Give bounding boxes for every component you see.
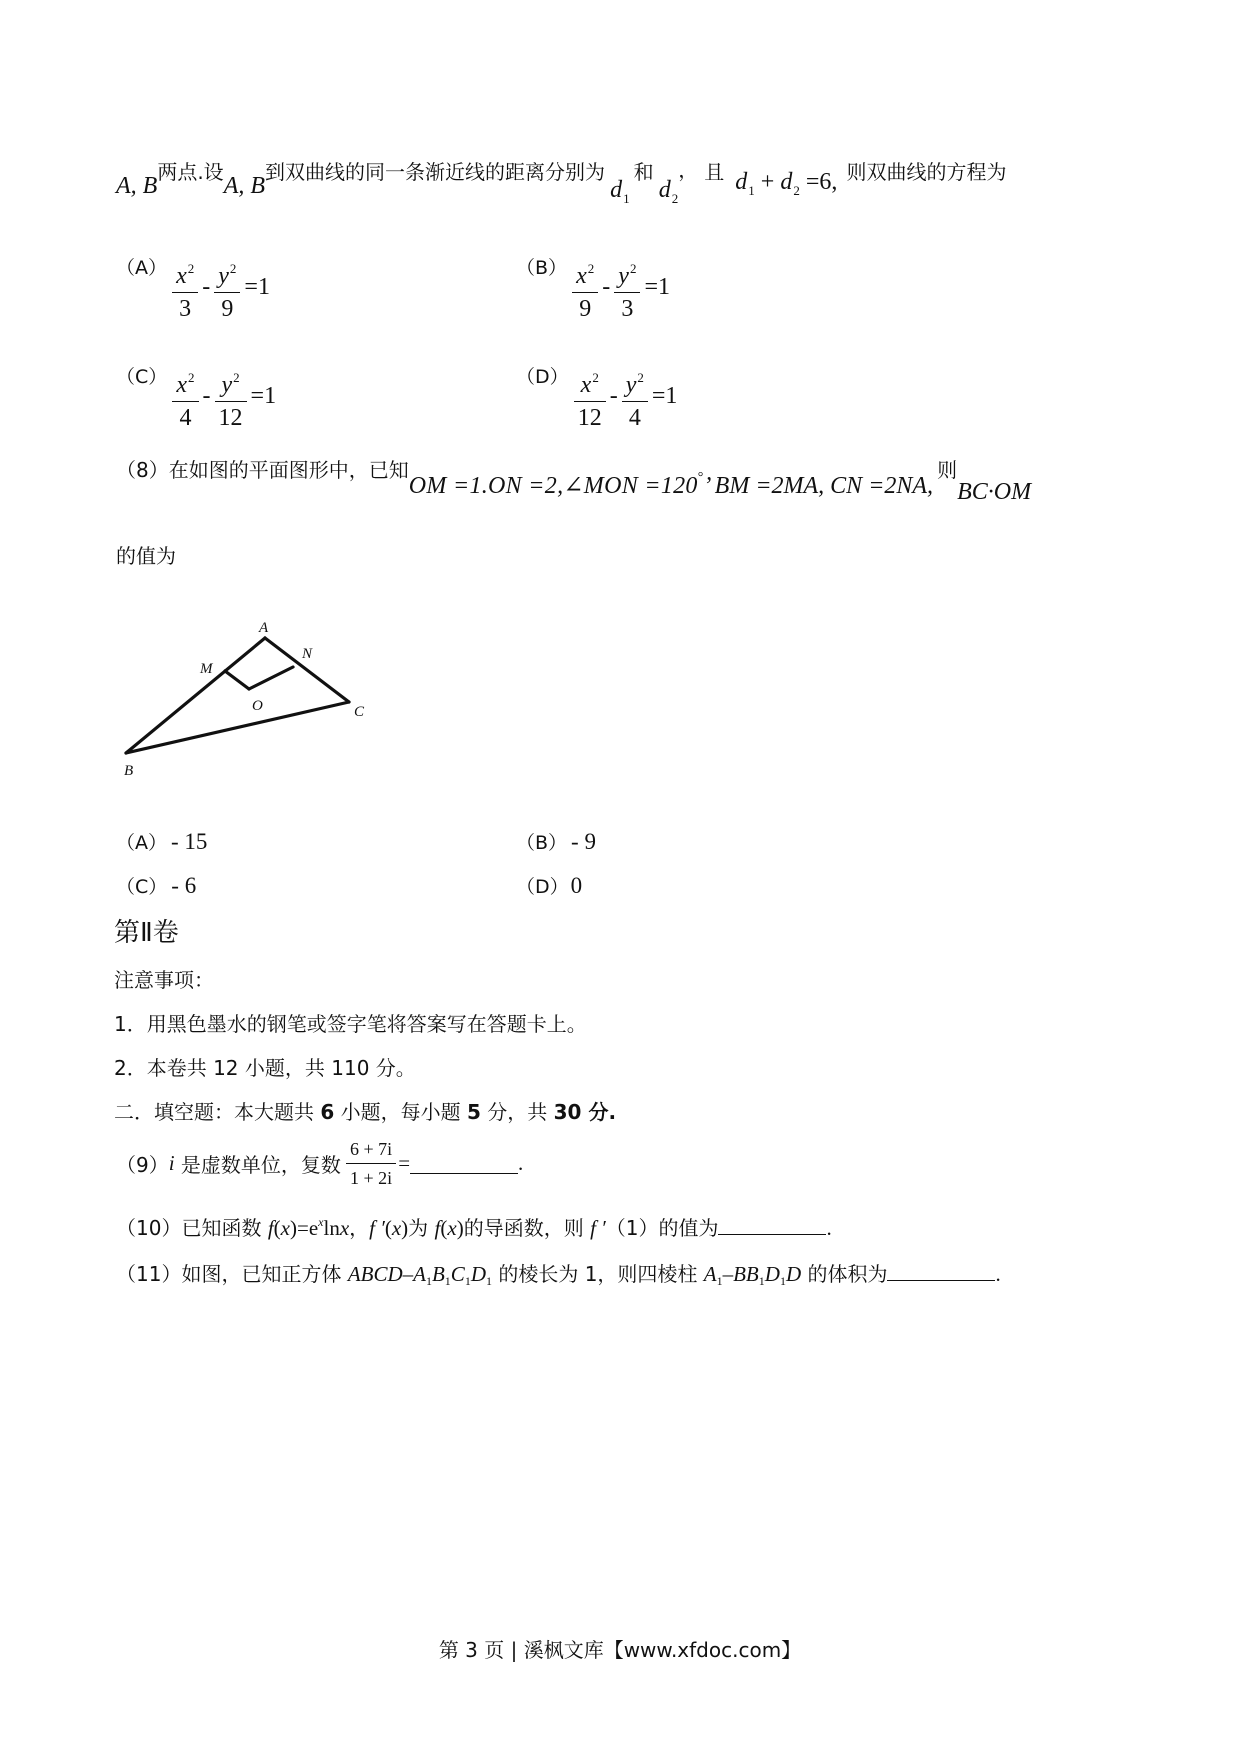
q10-f: f — [267, 1216, 274, 1240]
q11-cube-1: ABCD–A — [347, 1262, 426, 1286]
q10-f-2: f — [434, 1216, 441, 1240]
q7-d1-symbol: d — [610, 177, 623, 203]
q8-line-1 — [116, 458, 1032, 505]
q10-line — [116, 1212, 832, 1241]
q8-option-c — [116, 872, 196, 899]
section-count: 6 — [320, 1100, 335, 1124]
part2-item-1: 1．用黑色墨水的钢笔或签字笔将答案写在答题卡上。 — [114, 1012, 587, 1036]
section-text-e: 分，共 — [480, 1100, 554, 1124]
q7-d-x-sup: 2 — [592, 370, 599, 385]
section-text-a: 二．填空题：本大题共 — [114, 1100, 321, 1124]
q7-d-y-sup: 2 — [637, 370, 644, 385]
q10-fprime-2: f ′ — [590, 1216, 606, 1240]
q10-paren-6: ) — [456, 1216, 464, 1240]
q10-prefix: （10）已知函数 — [116, 1216, 268, 1240]
q7-d1 — [610, 177, 630, 206]
q9-numerator: 6 + 7i — [346, 1138, 396, 1164]
q11-end: . — [995, 1262, 1001, 1286]
q7-d-y: y — [625, 372, 637, 398]
q7-option-b-label: （B） — [516, 256, 568, 279]
q11-text-1: 的棱长为 1，则四棱柱 — [491, 1262, 704, 1286]
q11-prism-a: A — [703, 1262, 717, 1286]
q7-sum-plus: + — [760, 169, 775, 195]
q10-comma: ， — [349, 1216, 370, 1240]
q7-c-x: x — [176, 372, 188, 398]
q9-text: 是虚数单位，复数 — [174, 1153, 341, 1177]
section-points-total: 30 — [553, 1100, 582, 1124]
q7-comma: ， — [678, 158, 699, 182]
q7-qie: 且 — [704, 160, 725, 184]
q7-a-x-den: 3 — [179, 296, 192, 322]
q8-option-d-label: （D） — [516, 876, 569, 898]
label-a: A — [259, 620, 269, 636]
q8-line-2: 的值为 — [116, 544, 176, 568]
q8-prefix: （8）在如图的平面图形中，已知 — [116, 458, 409, 482]
q11-prism-bb: –BB — [722, 1262, 759, 1286]
q7-c-x-sup: 2 — [188, 370, 195, 385]
q7-c-rhs: =1 — [250, 382, 277, 409]
label-m: M — [200, 661, 213, 677]
q7-b-rhs: =1 — [644, 273, 670, 300]
q7-sum — [735, 169, 838, 198]
q7-option-c-xfrac — [172, 365, 198, 431]
q10-paren-2: )=e — [289, 1216, 319, 1240]
q9-line — [116, 1138, 523, 1189]
section-text-g: 分. — [581, 1100, 617, 1124]
q8-ze: 则 — [937, 458, 958, 482]
q11-cube-c: C — [450, 1262, 465, 1286]
q9-end: . — [518, 1151, 524, 1175]
q8-option-a — [116, 828, 207, 855]
q7-b-y-sup: 2 — [629, 261, 637, 276]
q7-a-minus: - — [202, 273, 211, 300]
part2-section-heading — [114, 1096, 616, 1125]
q7-a-rhs: =1 — [244, 273, 270, 300]
q10-x-4: x — [447, 1216, 457, 1240]
q7-a-y-sup: 2 — [229, 261, 237, 276]
q7-text-2: 到双曲线的同一条渐近线的距离分别为 — [265, 160, 606, 184]
q7-d-minus: - — [609, 382, 618, 409]
q7-c-minus: - — [202, 382, 211, 409]
q10-wei: 为 — [408, 1216, 435, 1240]
q7-d-x: x — [580, 372, 592, 398]
q11-cube-sub-2: 1 — [444, 1274, 451, 1288]
q7-sum-d2: d — [780, 169, 793, 195]
q7-ab-1: A, B — [116, 173, 158, 199]
page-footer: 第 3 页 | 溪枫文库【www.xfdoc.com】 — [438, 1638, 802, 1662]
q8-option-b-value: - 9 — [571, 829, 596, 854]
label-o: O — [252, 698, 263, 714]
q7-a-y-den: 9 — [221, 296, 234, 322]
q11-prism-d: D — [764, 1262, 780, 1286]
q10-paren-4: ) — [401, 1216, 409, 1240]
q7-option-d-xfrac — [574, 365, 606, 431]
q11-prism-sub-2: 1 — [758, 1274, 765, 1288]
q7-d2-symbol: d — [658, 177, 671, 203]
q7-d-rhs: =1 — [651, 382, 678, 409]
q7-c-y: y — [221, 372, 233, 398]
q11-answer-blank[interactable] — [887, 1260, 995, 1281]
q11-cube-sub-3: 1 — [464, 1274, 471, 1288]
q7-option-c-label: （C） — [116, 365, 168, 388]
q10-paren-5: ( — [440, 1216, 448, 1240]
q7-option-a-xfrac — [172, 256, 198, 322]
q7-sum-d2-sub: 2 — [793, 183, 800, 198]
q10-paren-3: ( — [384, 1216, 392, 1240]
q9-fraction — [346, 1138, 396, 1189]
part2-item-2: 2．本卷共 12 小题，共 110 分。 — [114, 1056, 416, 1080]
q11-prism-d2: D — [785, 1262, 802, 1286]
q10-text-1: 的导函数，则 — [463, 1216, 591, 1240]
q7-option-b-yfrac — [614, 256, 640, 322]
q7-he: 和 — [633, 160, 654, 184]
segment-mo — [225, 671, 249, 689]
q8-option-c-value: - 6 — [171, 873, 197, 898]
q7-d-y-den: 4 — [628, 405, 641, 431]
q7-d2-subscript: 2 — [671, 191, 679, 206]
section-points-each: 5 — [467, 1100, 481, 1124]
q10-fprime: f ′ — [369, 1216, 385, 1240]
q11-prism-sub-3: 1 — [779, 1274, 786, 1288]
segment-bc — [126, 702, 349, 753]
q10-exp: x — [318, 1215, 324, 1229]
q10-text-2: （1）的值为 — [605, 1216, 719, 1240]
q7-option-a-label: （A） — [116, 256, 167, 279]
q7-c-x-den: 4 — [179, 405, 192, 431]
q10-x-2: x — [339, 1216, 350, 1240]
q7-d2 — [658, 177, 679, 206]
q7-c-y-sup: 2 — [233, 370, 240, 385]
q8-option-c-label: （C） — [116, 876, 168, 898]
q8-vector-product: BC·OM — [957, 479, 1032, 505]
q7-ab-2: A, B — [223, 173, 266, 199]
q7-option-a — [116, 256, 270, 322]
q11-text-2: 的体积为 — [801, 1262, 888, 1286]
q7-b-x-den: 9 — [579, 296, 592, 322]
q7-a-x: x — [176, 263, 187, 289]
q7-option-c-yfrac — [215, 365, 247, 431]
q7-b-minus: - — [602, 273, 611, 300]
q7-option-c — [116, 365, 276, 431]
part2-notice: 注意事项： — [114, 968, 214, 992]
q10-answer-blank[interactable] — [718, 1214, 826, 1235]
q7-b-y: y — [618, 263, 629, 289]
q8-option-d-value: 0 — [570, 873, 583, 898]
q11-prefix: （11）如图，已知正方体 — [116, 1262, 348, 1286]
q7-option-d-label: （D） — [516, 365, 569, 388]
q7-c-y-den: 12 — [218, 405, 243, 431]
q7-text-3: 则双曲线的方程为 — [846, 160, 1007, 184]
q7-d-x-den: 12 — [577, 405, 602, 431]
q7-a-x-sup: 2 — [187, 261, 195, 276]
q7-b-x: x — [576, 263, 587, 289]
q7-d1-subscript: 1 — [623, 191, 630, 206]
q7-b-x-sup: 2 — [587, 261, 595, 276]
q8-condition-1: OM =1.ON =2,∠MON =120 — [408, 473, 698, 499]
q11-cube-b: B — [431, 1262, 445, 1286]
q7-sum-d1-sub: 1 — [748, 183, 755, 198]
q10-ln: ln — [323, 1216, 340, 1240]
q11-line — [116, 1258, 1001, 1289]
q10-x-3: x — [391, 1216, 402, 1240]
q8-figure — [112, 600, 382, 800]
q7-text-1: 两点.设 — [157, 160, 224, 184]
q7-intro-line — [116, 158, 1007, 206]
section-text-c: 小题，每小题 — [334, 1100, 467, 1124]
segment-on — [249, 667, 293, 689]
q8-option-a-value: - 15 — [171, 829, 208, 854]
q11-prism-sub-1: 1 — [716, 1274, 723, 1288]
q8-option-a-label: （A） — [116, 832, 167, 854]
q7-option-b — [516, 256, 670, 322]
q7-option-a-yfrac — [214, 256, 240, 322]
part2-title: 第Ⅱ卷 — [114, 918, 179, 948]
q9-equals: = — [398, 1151, 411, 1175]
q7-b-y-den: 3 — [621, 296, 634, 322]
q7-option-d-yfrac — [622, 365, 648, 431]
label-n: N — [302, 646, 313, 662]
q8-degree: ° — [697, 470, 704, 485]
q8-option-b — [516, 828, 596, 855]
q11-cube-sub-1: 1 — [425, 1274, 432, 1288]
label-b: B — [124, 763, 134, 779]
label-c: C — [354, 704, 365, 720]
q10-x-1: x — [280, 1216, 290, 1240]
q8-condition-2: ’ BM =2MA, CN =2NA, — [703, 473, 934, 499]
q10-end: . — [826, 1216, 832, 1240]
q9-prefix: （9） — [116, 1153, 169, 1177]
q9-i: i — [168, 1151, 175, 1175]
q11-cube-sub-4: 1 — [485, 1274, 492, 1288]
q9-denominator: 1 + 2i — [350, 1168, 393, 1188]
q7-option-d — [516, 365, 677, 431]
q10-paren-1: ( — [273, 1216, 281, 1240]
q8-option-d — [516, 872, 582, 899]
q8-option-b-label: （B） — [516, 832, 568, 854]
q7-option-b-xfrac — [572, 256, 598, 322]
q11-cube-d: D — [470, 1262, 486, 1286]
q9-answer-blank[interactable] — [410, 1153, 518, 1174]
q7-sum-d1: d — [735, 169, 748, 195]
q7-sum-eq6: =6, — [805, 169, 838, 195]
q7-a-y: y — [218, 263, 229, 289]
